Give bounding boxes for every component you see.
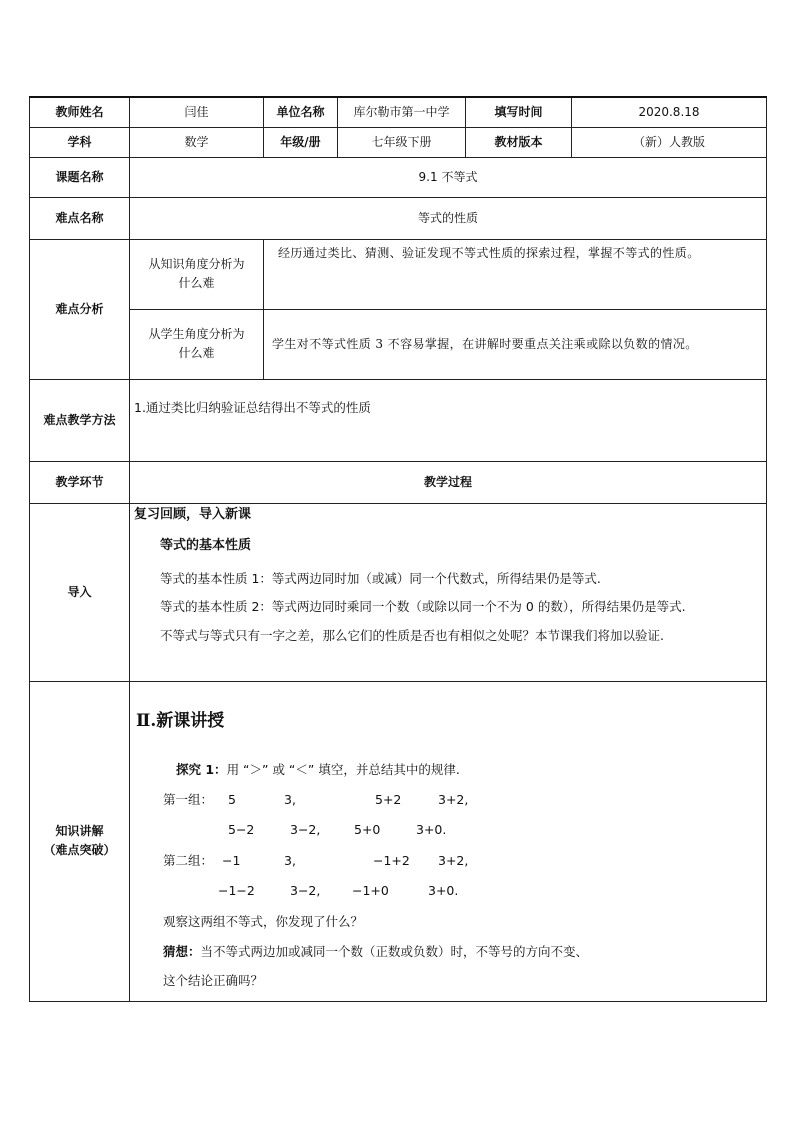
knowledge-angle-line-2: 什么难 <box>178 276 215 290</box>
knowledge-angle-line-1: 从知识角度分析为 <box>148 256 245 271</box>
intro-subheading: 等式的基本性质 <box>160 538 252 554</box>
knowledge-row <box>30 681 767 1001</box>
explore-text: 用 “＞” 或 “＜” 填空，并总结其中的规律. <box>226 761 460 777</box>
g2-e: −1−2 <box>218 882 255 898</box>
g1-e: 5−2 <box>228 821 255 837</box>
difficulty-value: 等式的性质 <box>130 197 767 239</box>
date-label: 填写时间 <box>466 97 572 127</box>
knowledge-label-line-2: （难点突破） <box>43 843 116 857</box>
group-1-label: 第一组： <box>163 791 214 807</box>
grade-value: 七年级下册 <box>338 127 466 157</box>
g1-f: 3−2, <box>290 821 321 837</box>
student-angle-line-1: 从学生角度分析为 <box>148 326 245 341</box>
method-label: 难点教学方法 <box>30 379 130 461</box>
header-row-1 <box>30 97 767 127</box>
knowledge-label <box>30 681 130 1001</box>
unit-value: 库尔勒市第一中学 <box>338 97 466 127</box>
analysis-label: 难点分析 <box>30 239 130 379</box>
g1-c: 5+2 <box>375 791 402 807</box>
g1-b: 3, <box>284 791 296 807</box>
stage-label: 教学环节 <box>30 461 130 503</box>
g1-h: 3+0. <box>416 821 447 837</box>
g2-a: −1 <box>222 852 241 868</box>
g1-d: 3+2, <box>438 791 469 807</box>
g2-f: 3−2, <box>290 882 321 898</box>
student-angle-label <box>130 309 264 379</box>
date-value: 2020.8.18 <box>572 97 767 127</box>
difficulty-row <box>30 197 767 239</box>
analysis-row-student <box>30 309 767 379</box>
g2-c: −1+2 <box>373 852 410 868</box>
intro-heading: 复习回顾，导入新课 <box>134 506 252 522</box>
observe-question: 观察这两组不等式，你发现了什么？ <box>163 913 364 929</box>
student-angle-line-2: 什么难 <box>178 346 215 360</box>
process-header-row <box>30 461 767 503</box>
teacher-label: 教师姓名 <box>30 97 130 127</box>
intro-property-2: 等式的基本性质 2：等式两边同时乘同一个数（或除以同一个不为 0 的数），所得结果仍是等式. <box>160 599 686 615</box>
g2-b: 3, <box>284 852 296 868</box>
topic-row <box>30 157 767 197</box>
analysis-row-knowledge <box>30 239 767 309</box>
student-angle-text: 学生对不等式性质 3 不容易掌握，在讲解时要重点关注乘或除以负数的情况。 <box>264 309 767 379</box>
group-2-label: 第二组： <box>163 852 214 868</box>
teacher-value: 闫佳 <box>130 97 264 127</box>
guess-line <box>163 944 588 961</box>
edition-value: （新）人教版 <box>572 127 767 157</box>
subject-label: 学科 <box>30 127 130 157</box>
intro-transition: 不等式与等式只有一字之差，那么它们的性质是否也有相似之处呢？本节课我们将加以验证. <box>160 628 664 644</box>
section-title: Ⅱ.新课讲授 <box>136 710 225 731</box>
explore-label: 探究 1： <box>176 761 227 777</box>
g2-g: −1+0 <box>352 882 389 898</box>
verify-question: 这个结论正确吗？ <box>163 972 264 988</box>
grade-label: 年级/册 <box>264 127 338 157</box>
process-label: 教学过程 <box>130 461 767 503</box>
g2-d: 3+2, <box>438 852 469 868</box>
lesson-plan-table <box>29 96 767 1002</box>
g1-g: 5+0 <box>354 821 381 837</box>
intro-label: 导入 <box>30 503 130 681</box>
guess-label: 猜想： <box>163 943 201 959</box>
subject-value: 数学 <box>130 127 264 157</box>
unit-label: 单位名称 <box>264 97 338 127</box>
knowledge-angle-text: 经历通过类比、猜测、验证发现不等式性质的探索过程，掌握不等式的性质。 <box>264 239 767 309</box>
difficulty-label: 难点名称 <box>30 197 130 239</box>
topic-label: 课题名称 <box>30 157 130 197</box>
g1-a: 5 <box>228 791 236 807</box>
intro-content <box>130 503 767 681</box>
intro-property-1: 等式的基本性质 1：等式两边同时加（或减）同一个代数式，所得结果仍是等式. <box>160 570 601 586</box>
g2-h: 3+0. <box>428 882 459 898</box>
method-row <box>30 379 767 461</box>
intro-row <box>30 503 767 681</box>
topic-value: 9.1 不等式 <box>130 157 767 197</box>
method-value: 1.通过类比归纳验证总结得出不等式的性质 <box>130 379 767 461</box>
header-row-2 <box>30 127 767 157</box>
knowledge-content <box>130 681 767 1001</box>
edition-label: 教材版本 <box>466 127 572 157</box>
guess-text: 当不等式两边加或减同一个数（正数或负数）时，不等号的方向不变、 <box>200 943 589 959</box>
knowledge-label-line-1: 知识讲解 <box>55 823 104 838</box>
explore-prompt <box>176 762 460 779</box>
knowledge-angle-label <box>130 239 264 309</box>
